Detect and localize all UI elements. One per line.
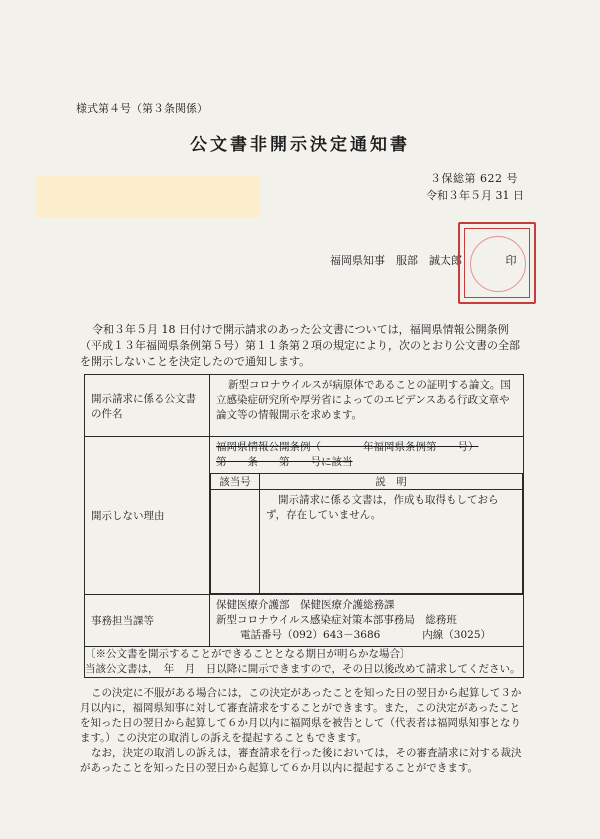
department-cell	[210, 595, 524, 647]
reason-inner-table	[210, 473, 523, 594]
ordinance-line-1: 福岡県情報公開条例（ 年福岡県条例第 号）	[216, 441, 479, 453]
subject-label: 開示請求に係る公文書の件名	[85, 375, 210, 437]
reason-cell	[210, 437, 524, 595]
subject-text: 新型コロナウイルスが病原体であることの証明する論文。国立感染症研究所や厚労省によってのエビデンスある行政文章や論文等の情報開示を求めます。	[216, 379, 511, 421]
form-number: 様式第４号（第３条関係）	[76, 102, 208, 115]
department-row	[85, 595, 524, 647]
redacted-recipient	[36, 176, 260, 218]
decision-table	[84, 374, 524, 678]
appeal-paragraph-1: この決定に不服がある場合には，この決定があったことを知った日の翌日から起算して３か月以内に，福岡県知事に対して審査請求をすることができます。また，この決定があったことを知った日の翌日から起算して６か月以内に福岡県を被告として（代表者は福岡県知事となります。）この決定の取消しの訴えを提起することもできます。	[80, 687, 522, 744]
reason-row	[85, 437, 524, 595]
subject-cell	[210, 375, 524, 437]
explanation-text: 開示請求に係る文書は，作成も取得もしておらず，存在していません。	[266, 494, 499, 521]
subject-row	[85, 375, 524, 437]
future-disclosure-cell	[85, 647, 524, 678]
department-line-1: 保健医療介護部 保健医療介護総務課	[216, 599, 395, 611]
appeal-notice	[80, 686, 528, 776]
phone-line: 電話番号（092）643－3686 内線（3025）	[240, 629, 492, 641]
seal-mark-text: 印	[505, 254, 517, 267]
explanation-cell	[260, 490, 523, 594]
applicable-header: 該当号	[211, 474, 260, 490]
document-date: 令和３年５月 31 日	[426, 189, 524, 202]
reason-label: 開示しない理由	[85, 437, 210, 595]
explanation-header: 説 明	[260, 474, 523, 490]
official-seal-stamp	[458, 222, 536, 304]
department-label: 事務担当課等	[85, 595, 210, 647]
intro-paragraph: 令和３年５月 18 日付けで開示請求のあった公文書については，福岡県情報公開条例（平成１３年福岡県条例第５号）第１１条第２項の規定により，次のとおり公文書の全部を開示しないことを決定したので通知します。	[80, 323, 520, 368]
ordinance-line-2: 第 条 第 号に該当	[216, 456, 353, 468]
document-title: 公文書非開示決定通知書	[190, 135, 410, 155]
future-disclosure-row	[85, 647, 524, 678]
future-text: 当該公文書は， 年 月 日以降に開示できますので，その日以後改めて請求してください。	[85, 663, 521, 675]
department-line-2: 新型コロナウイルス感染症対策本部事務局 総務班	[216, 614, 457, 626]
reason-header-row	[211, 474, 523, 490]
sender-text: 福岡県知事 服部 誠太郎	[330, 254, 462, 267]
reason-body-row	[211, 490, 523, 594]
future-heading: 〔※公文書を開示することができることとなる期日が明らかな場合〕	[85, 648, 411, 660]
appeal-paragraph-2: なお，決定の取消しの訴えは，審査請求を行った後においては，その審査請求に対する裁決があったことを知った日の翌日から起算して６か月以内に提起することができます。	[80, 747, 522, 774]
seal-emblem	[470, 236, 526, 292]
document-number: ３保総第 622 号	[430, 172, 518, 185]
applicable-value	[211, 490, 260, 594]
